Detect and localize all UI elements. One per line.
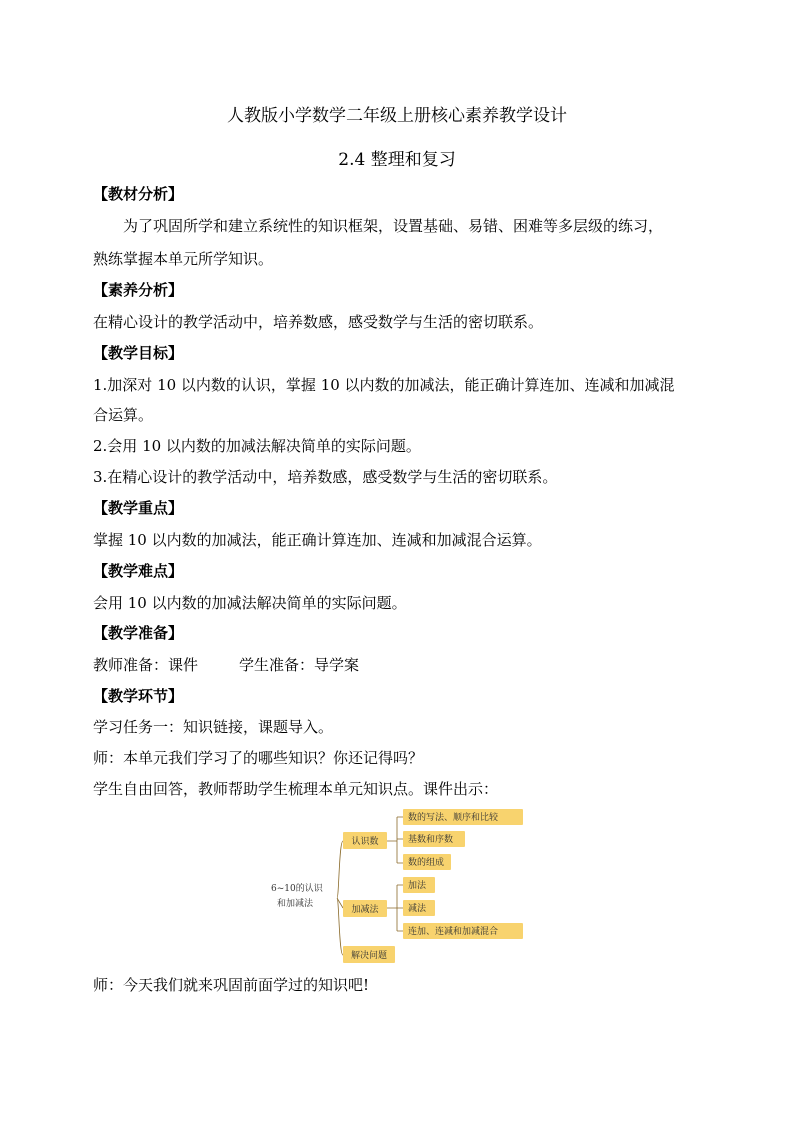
- goal-2: 2.会用 10 以内数的加减法解决简单的实际问题。: [93, 437, 421, 455]
- diagram-root-line2: 和加减法: [277, 899, 314, 909]
- prep-teacher: 教师准备：课件: [93, 656, 199, 674]
- connector-branch2-items: [387, 885, 403, 931]
- student-answer: 学生自由回答，教师帮助学生梳理本单元知识点。课件出示：: [93, 780, 499, 798]
- diagram-branch1-item1: 数的写法、顺序和比较: [408, 813, 499, 823]
- goal-3: 3.在精心设计的教学活动中，培养数感，感受数学与生活的密切联系。: [93, 468, 558, 486]
- section-heading-prep: 【教学准备】: [93, 624, 184, 642]
- analysis-text-line1: 为了巩固所学和建立系统性的知识框架，设置基础、易错、困难等多层级的练习，: [123, 217, 664, 235]
- section-heading-difficulty: 【教学难点】: [93, 562, 184, 580]
- diagram-branch1-label: 认识数: [351, 837, 379, 847]
- literacy-text: 在精心设计的教学活动中，培养数感，感受数学与生活的密切联系。: [93, 313, 544, 331]
- diagram-branch1-item2: 基数和序数: [408, 835, 454, 845]
- document-title: 人教版小学数学二年级上册核心素养教学设计: [227, 106, 567, 126]
- diagram-branch2-item1: 加法: [408, 881, 427, 891]
- diagram-branch3-label: 解决问题: [350, 951, 388, 961]
- task-1: 学习任务一：知识链接，课题导入。: [93, 718, 334, 736]
- difficulty-text: 会用 10 以内数的加减法解决简单的实际问题。: [93, 594, 407, 612]
- section-heading-key: 【教学重点】: [93, 499, 184, 517]
- goal-1-line1: 1.加深对 10 以内数的认识，掌握 10 以内数的加减法，能正确计算连加、连减和加减混: [93, 376, 675, 394]
- section-heading-literacy: 【素养分析】: [93, 281, 184, 299]
- prep-student: 学生准备：导学案: [239, 656, 360, 674]
- diagram-branch1-item3: 数的组成: [408, 858, 445, 868]
- goal-1-line2: 合运算。: [93, 406, 154, 424]
- diagram-root-line1: 6~10的认识: [271, 884, 323, 894]
- diagram-branch2-label: 加减法: [351, 905, 379, 915]
- document-subtitle: 2.4 整理和复习: [338, 150, 456, 170]
- teacher-question: 师：本单元我们学习了的哪些知识？你还记得吗？: [93, 749, 424, 767]
- analysis-text-line2: 熟练掌握本单元所学知识。: [93, 250, 274, 268]
- diagram-branch2-item3: 连加、连减和加减混合: [408, 927, 499, 937]
- connector-branch1-items: [387, 817, 403, 863]
- closing-text: 师：今天我们就来巩固前面学过的知识吧!: [93, 976, 370, 994]
- diagram-branch2-item2: 减法: [408, 904, 427, 914]
- section-heading-analysis: 【教材分析】: [93, 185, 184, 203]
- section-heading-steps: 【教学环节】: [93, 687, 184, 705]
- section-heading-goals: 【教学目标】: [93, 344, 184, 362]
- connector-root-branch1: [337, 841, 343, 898]
- key-text: 掌握 10 以内数的加减法，能正确计算连加、连减和加减混合运算。: [93, 531, 542, 549]
- knowledge-map-diagram: [265, 805, 535, 965]
